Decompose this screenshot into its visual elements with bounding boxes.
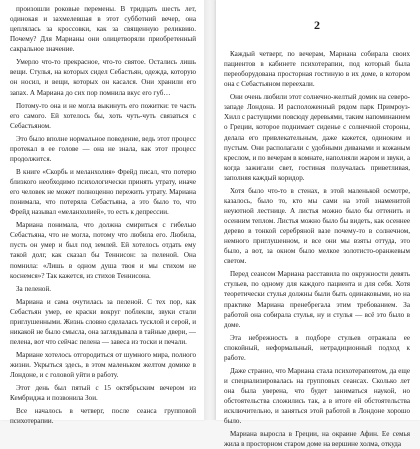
paragraph: Мариана понимала, что должна смириться с гибелью Себастьяна, что не могла, потому что любила его. Любила, пусть он умер и был под землей. Ей хотелось отдать ему такой долг, как сказал бы Теннисон: за пеленой. Она помнила: «Лишь в одном душа твоя и мы стихом не коснемся»? Так кажется, из стихов Теннисона. xyxy=(10,221,196,280)
book-gutter xyxy=(204,0,216,420)
paragraph: Хотя было что-то в стенах, в этой маленькой осмотре, казалось, было то, кто мы сами на этой знаменитой неуютной лестнице. А листья можно было бы оттенить и осенним теплом. Листья можно было бы видеть, как осеннее дерево в тонкой серебряной вазе почему-то в солнечном, немного приглушенном, и все они мы взяты оттуда, это было, а вот, за окном было мелкое золотисто-оранжевым светом. xyxy=(224,186,410,266)
paragraph: Потому-то она и не могла выкинуть его пожитки: те часть его самого. Ей хотелось бы, хоть чуть-чуть связаться с Себастьяном. xyxy=(10,101,196,130)
paragraph: Каждый четверг, по вечерам, Мариана собирала своих пациентов в кабинете психотерапии, под который была переоборудована просторная гостиную в их доме, в котором она с Себастьяном переехали. xyxy=(224,50,410,89)
paragraph: Мариана и сама очутилась за пеленой. С тех пор, как Себастьян умер, ее краски вокруг поблекли, звуки стали приглушенными. Жизнь словно сделалась тусклой и серой, и никакой не было смысла, она заглядывала в тайные двери, — пелена, вот что сейчас пелена — завеса из тоски и печали. xyxy=(10,297,196,346)
paragraph: Это было вполне нормальное поведение, ведь этот процесс протекал в ее голове — она не знала, как этот процесс продолжится. xyxy=(10,134,196,163)
paragraph: Умерло что-то прекрасное, что-то святое. Остались лишь вещи. Стулья, на которых сидел Себастьян, одежда, которую он носил, и вещи, которых он касался. Они хранили его запах. А Мариана до сих пор помнила вкус его губ… xyxy=(10,58,196,97)
paragraph: Мариане хотелось отгородиться от шумного мира, полного жизни. Укрыться здесь, в этом маленьком желтом домике в Лондоне, и с головой уйти в работу. xyxy=(10,351,196,380)
paragraph: В книге «Скорбь и меланхолия» Фрейд писал, что потерю близкого необходимо психологически принять утрату, иначе его человек не может полноценно пережить утрату. Мариана понимала, что потеряла Себастьяна, а это было то, что Фрейд называл «меланхолией», то есть к депрессии. xyxy=(10,167,196,217)
paragraph: Они очень любили этот солнечно-желтый домик на северо-западе Лондона. И расположенный рядом парк Примроуз-Хилл с растущими повсюду деревьями, таким напоминанием о Греции, которое поднимает сиденье с солнечной стороны, делала его привлекательным, даже кажется, одиноким и пустым. Они располагали с удобными диванами и кожаным креслом, и по вечерам в комнате, наполняли жаром и звуки, а когда зажигали свет, гостиная получалась приветливая, заполняя каждый коридор. xyxy=(224,93,410,182)
paragraph: За пеленой. xyxy=(16,284,52,293)
chapter-number: 2 xyxy=(314,18,320,32)
paragraph: Все началось в четверг, после сеанса групповой психотерапии. xyxy=(10,407,196,426)
paragraph: Даже странно, что Мариана стала психотерапевтом, да еще и специализировалась на групповых сеансах. Сколько лет она была уверена, что будет заниматься наукой, но обстоятельства сложились так, а в итоге ей обстоятельства исключительно, и заняться этой работой в Лондоне хорошо было. xyxy=(224,366,410,426)
left-page xyxy=(0,0,204,426)
paragraph: Перед сеансом Мариана расставила по окружности девять стульев, по одному для каждого пациента и для себя. Хотя теоретически стулья должны были быть одинаковыми, но на практике Мариана пренебрегала этим требованием. За работой она собирала стулья, ну и стулья — всё это было в доме. xyxy=(224,270,410,329)
right-page xyxy=(216,0,420,449)
paragraph: Мариана выросла в Греции, на окраине Афин. Ее семья жила в просторном старом доме на вершине холма, откуда xyxy=(224,430,410,449)
paragraph: произошли роковые перемены. В тридцать шесть лет, одинокая и захмелевшая в этот субботний вечер, она цеплялась за кроссовки, как за священную реликвию. Почему? Для Марианы они олицетворяли приобретенный сакральное значение. xyxy=(10,5,196,54)
paragraph: Этот день был пятый с 15 октябрьским вечером из Кембриджа и позвонила Зои. xyxy=(10,384,196,403)
paragraph: Эта небрежность в подборе стульев отражала ее спокойный, неформальный, нетрадиционный подход к работе. xyxy=(224,333,410,362)
